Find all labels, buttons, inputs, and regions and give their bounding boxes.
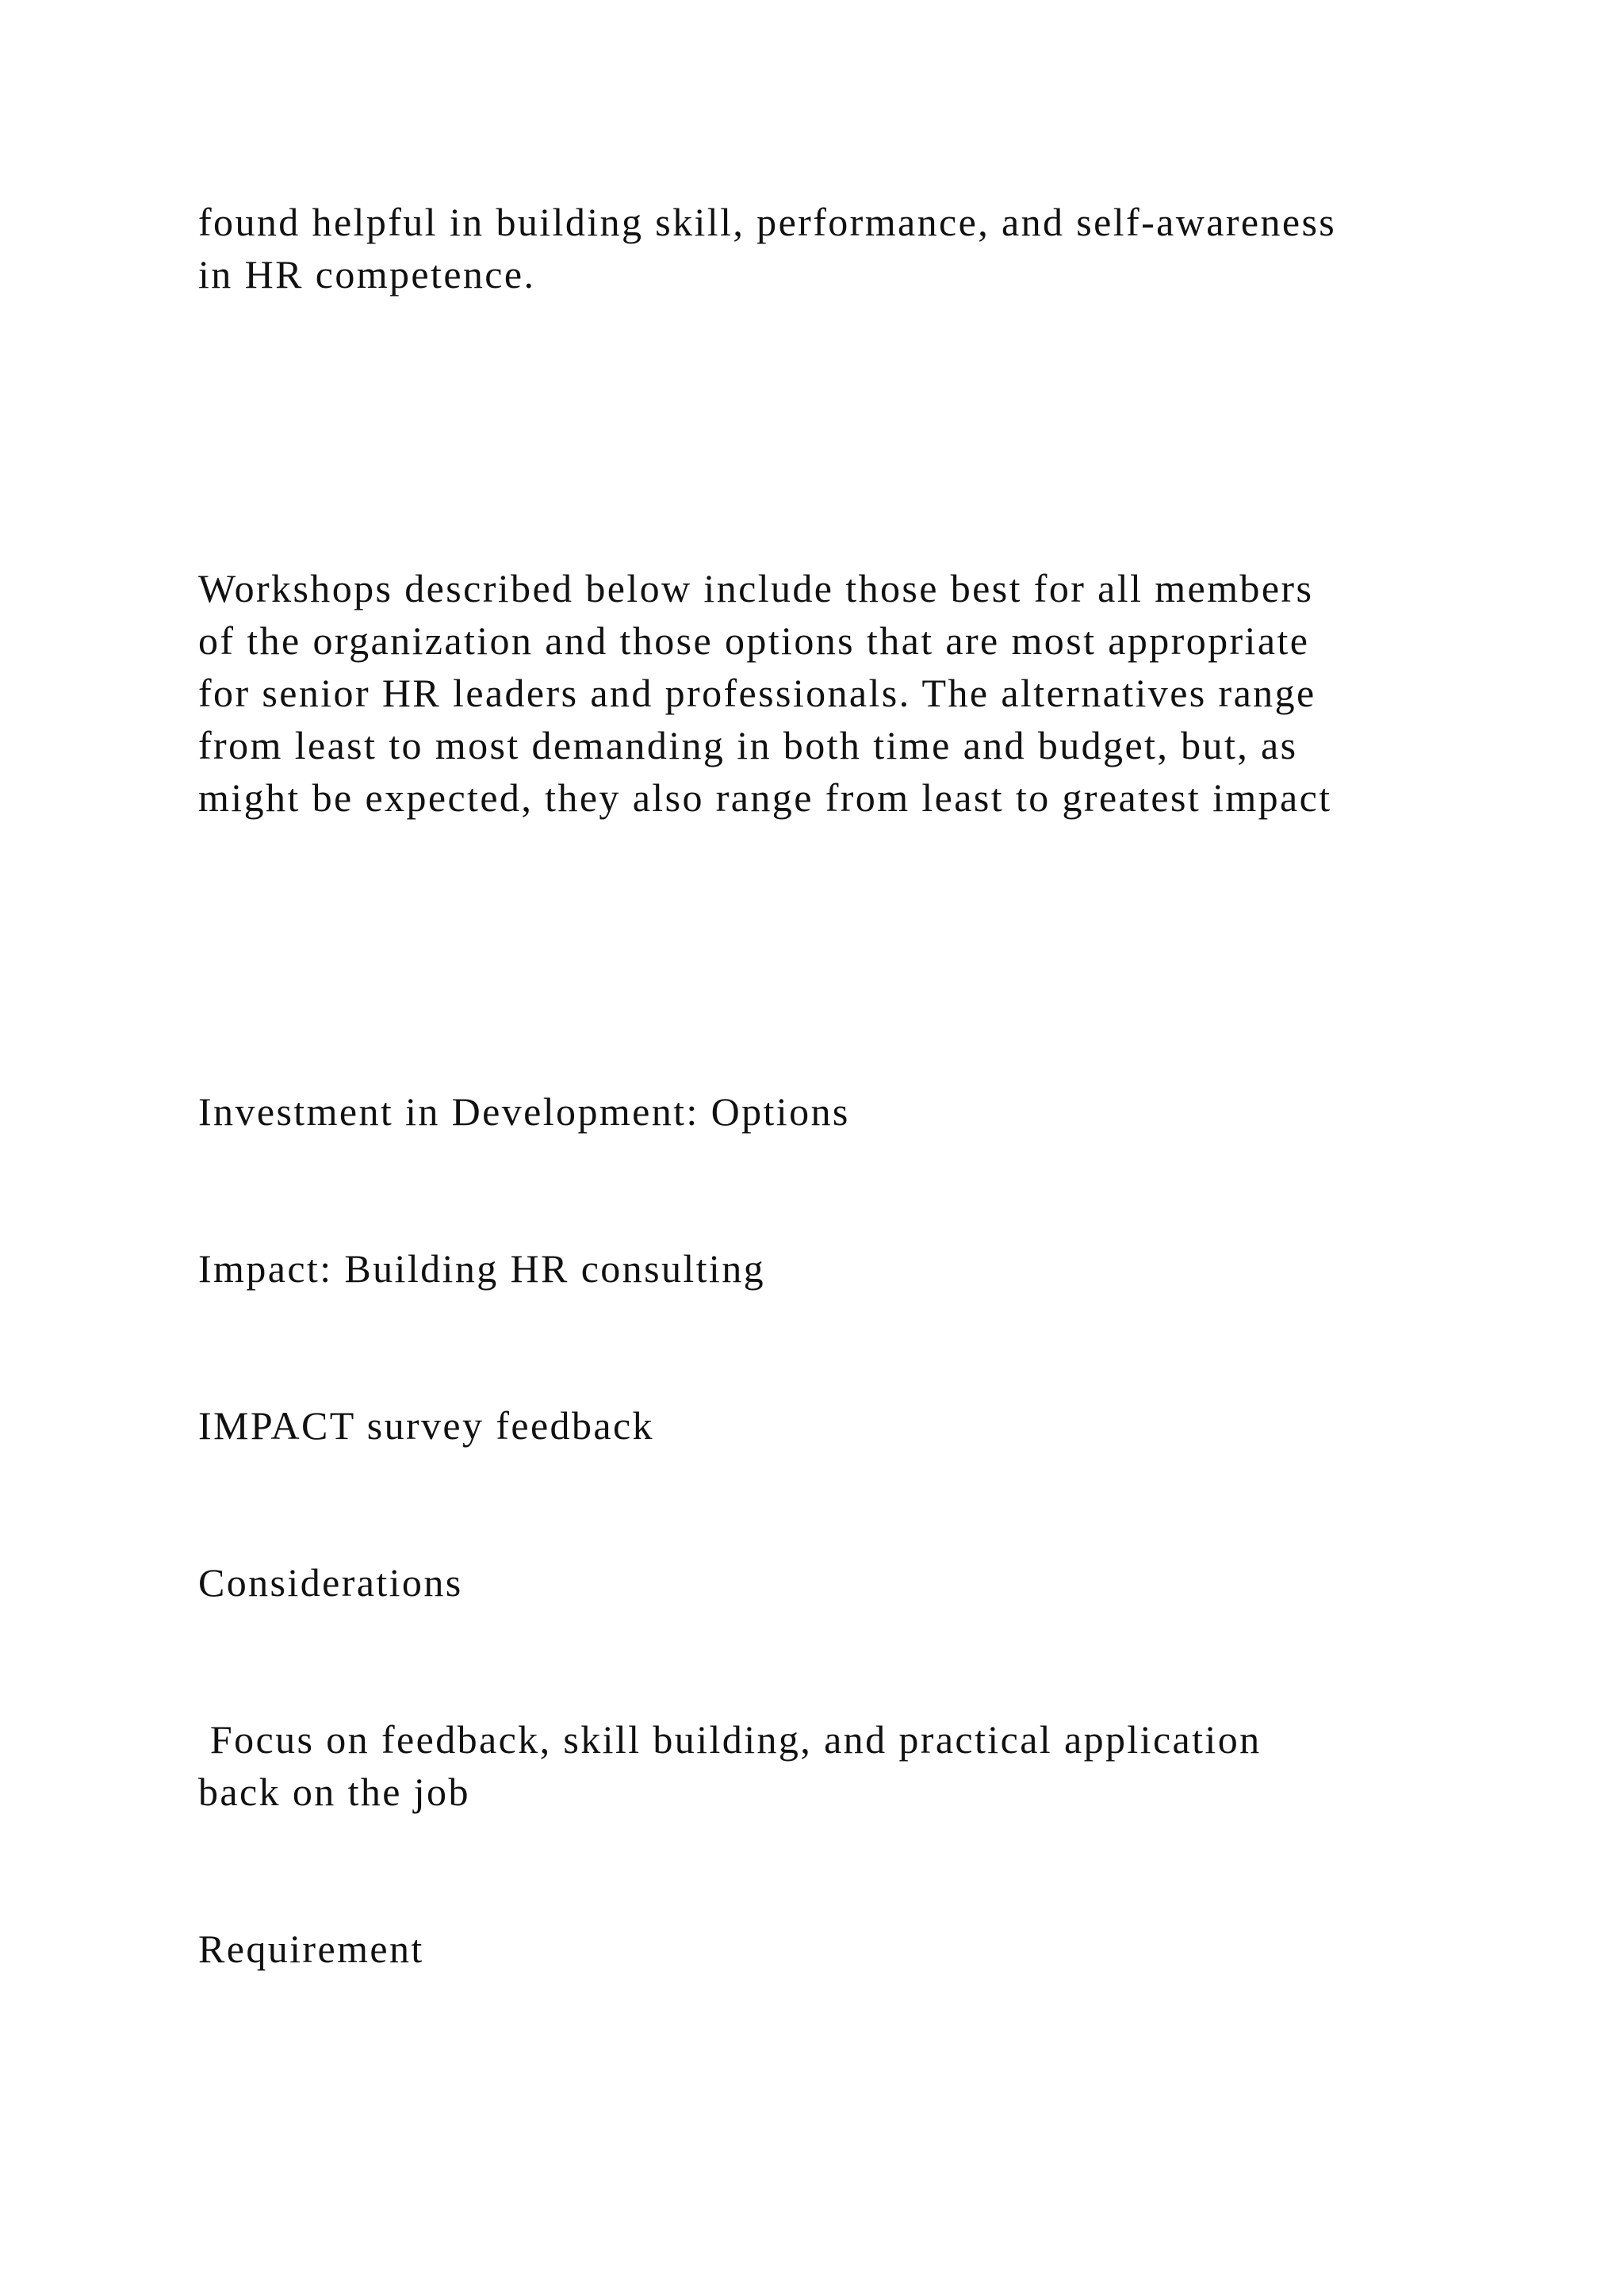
intro-text-line-1: found helpful in building skill, performance, and self-awareness: [198, 200, 1337, 244]
workshops-text-line-1: Workshops described below include those best for all members: [198, 566, 1314, 610]
investment-heading: Investment in Development: Options: [198, 1089, 850, 1134]
workshops-text-line-2: of the organization and those options that are most appropriate: [198, 618, 1310, 663]
requirement-line: Requirement: [198, 1927, 424, 1971]
impact-survey-line: IMPACT survey feedback: [198, 1403, 654, 1448]
workshops-text-line-3: for senior HR leaders and professionals. The alternatives range: [198, 671, 1316, 715]
intro-text-line-2: in HR competence.: [198, 252, 536, 297]
workshops-text-line-4: from least to most demanding in both time and budget, but, as: [198, 723, 1298, 767]
focus-text-line-2: back on the job: [198, 1770, 470, 1814]
considerations-line: Considerations: [198, 1560, 463, 1605]
focus-text-line-1: Focus on feedback, skill building, and practical application: [198, 1717, 1262, 1762]
impact-line: Impact: Building HR consulting: [198, 1246, 766, 1291]
workshops-text-line-5: might be expected, they also range from least to greatest impact: [198, 775, 1332, 820]
